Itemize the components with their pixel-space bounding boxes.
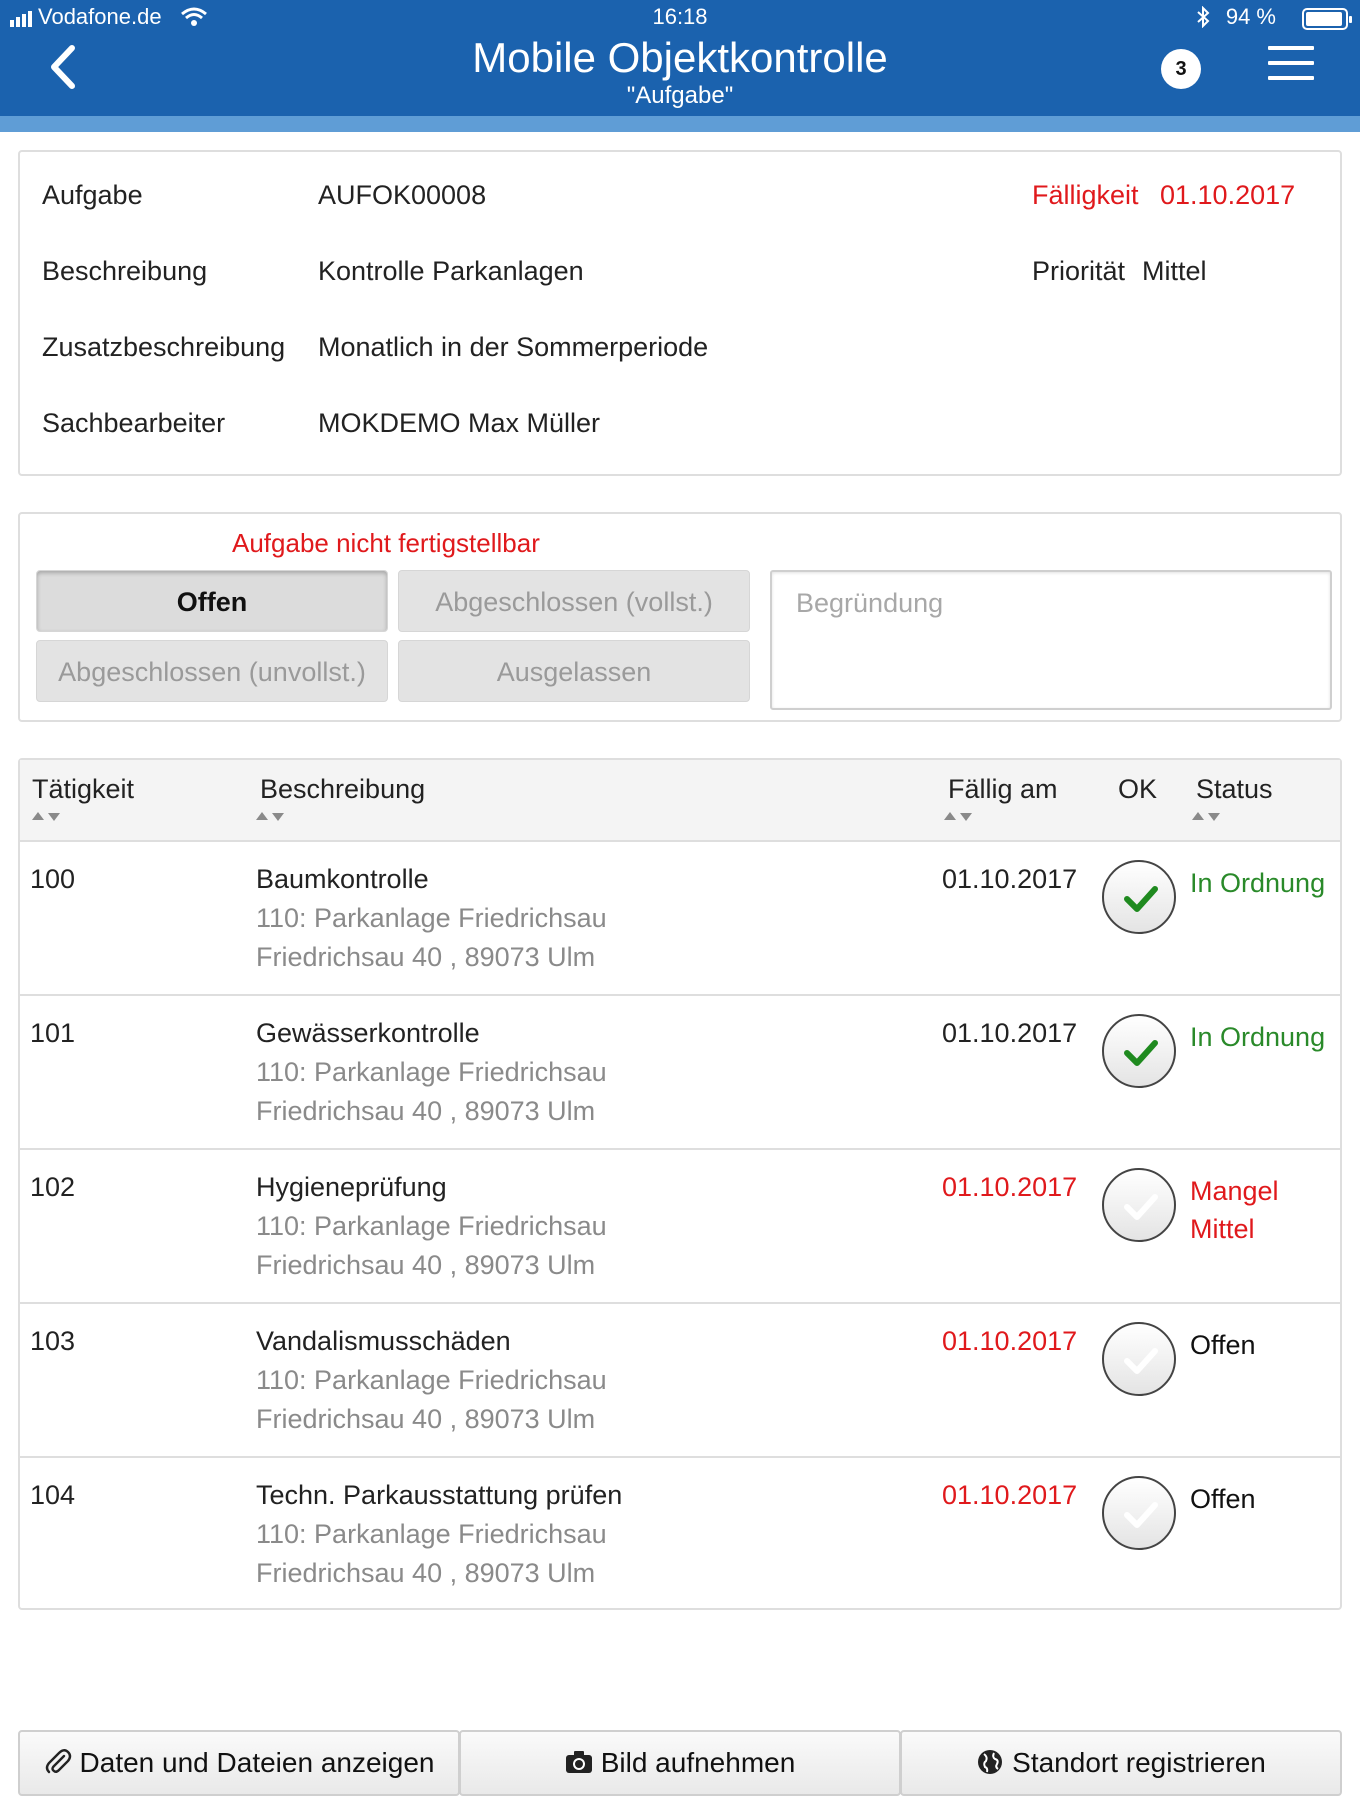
due-date-value: 01.10.2017 — [1160, 180, 1296, 210]
sort-icon[interactable] — [256, 812, 288, 822]
table-header — [20, 760, 1340, 842]
activity-object: 110: Parkanlage Friedrichsau — [256, 1057, 607, 1087]
task-label: Aufgabe — [42, 180, 143, 210]
description-value: Kontrolle Parkanlagen — [318, 256, 584, 286]
status-panel — [18, 512, 1342, 722]
checkmark-icon — [1124, 1192, 1158, 1222]
clerk-label: Sachbearbeiter — [42, 408, 226, 438]
sort-icon[interactable] — [944, 812, 976, 822]
activities-table — [18, 758, 1342, 1610]
ok-toggle-button[interactable] — [1102, 860, 1176, 934]
priority-label: Priorität — [1032, 256, 1126, 286]
page-subtitle: "Aufgabe" — [626, 82, 734, 109]
take-photo-label: Bild aufnehmen — [600, 1747, 796, 1778]
activity-address: Friedrichsau 40 , 89073 Ulm — [256, 1404, 596, 1434]
bluetooth-icon — [1196, 6, 1210, 28]
camera-icon — [565, 1750, 593, 1774]
checkmark-icon — [1124, 1346, 1158, 1376]
show-data-files-button[interactable] — [18, 1730, 460, 1796]
activity-object: 110: Parkanlage Friedrichsau — [256, 1519, 607, 1549]
task-value: AUFOK00008 — [318, 180, 487, 210]
activity-address: Friedrichsau 40 , 89073 Ulm — [256, 1096, 596, 1126]
column-header-status[interactable]: Status — [1196, 774, 1273, 804]
app-header — [0, 0, 1360, 116]
checkmark-icon — [1124, 1500, 1158, 1530]
paperclip-icon — [44, 1748, 72, 1776]
status-completed-partial-button[interactable]: Abgeschlossen (unvollst.) — [36, 640, 388, 702]
not-completable-warning: Aufgabe nicht fertigstellbar — [232, 528, 540, 558]
sort-icon[interactable] — [32, 812, 64, 822]
priority-value: Mittel — [1142, 256, 1207, 286]
table-row[interactable] — [20, 842, 1340, 996]
activity-status: Mangel Mittel — [1190, 1176, 1279, 1244]
activity-id: 103 — [30, 1326, 76, 1356]
activity-due-date: 01.10.2017 — [942, 1480, 1078, 1510]
activity-status: In Ordnung — [1190, 1022, 1326, 1052]
due-date-label: Fälligkeit — [1032, 180, 1139, 210]
show-data-files-label: Daten und Dateien anzeigen — [79, 1747, 435, 1778]
activity-object: 110: Parkanlage Friedrichsau — [256, 903, 607, 933]
activity-id: 104 — [30, 1480, 76, 1510]
sort-icon[interactable] — [1192, 812, 1224, 822]
ok-toggle-button[interactable] — [1102, 1014, 1176, 1088]
additional-description-value: Monatlich in der Sommerperiode — [318, 332, 709, 362]
table-row[interactable] — [20, 1150, 1340, 1304]
status-skipped-button[interactable]: Ausgelassen — [398, 640, 750, 702]
activity-object: 110: Parkanlage Friedrichsau — [256, 1365, 607, 1395]
activity-due-date: 01.10.2017 — [942, 1018, 1078, 1048]
activity-id: 101 — [30, 1018, 76, 1048]
ok-toggle-button[interactable] — [1102, 1476, 1176, 1550]
column-header-activity[interactable]: Tätigkeit — [32, 774, 135, 804]
clock-label: 16:18 — [652, 4, 708, 29]
description-label: Beschreibung — [42, 256, 208, 286]
reason-textarea[interactable] — [770, 570, 1332, 710]
column-header-ok: OK — [1118, 774, 1158, 804]
carrier-label: Vodafone.de — [38, 4, 162, 29]
take-photo-button[interactable] — [459, 1730, 901, 1796]
status-open-button[interactable]: Offen — [36, 570, 388, 632]
activity-object: 110: Parkanlage Friedrichsau — [256, 1211, 607, 1241]
activity-title: Techn. Parkausstattung prüfen — [256, 1480, 623, 1510]
battery-icon — [1302, 8, 1348, 30]
activity-address: Friedrichsau 40 , 89073 Ulm — [256, 1558, 596, 1588]
ok-toggle-button[interactable] — [1102, 1168, 1176, 1242]
header-accent-stripe — [0, 116, 1360, 132]
activity-status: Offen — [1190, 1484, 1256, 1514]
ok-toggle-button[interactable] — [1102, 1322, 1176, 1396]
activity-due-date: 01.10.2017 — [942, 864, 1078, 894]
table-row[interactable] — [20, 1304, 1340, 1458]
activity-status: In Ordnung — [1190, 868, 1326, 898]
battery-label: 94 % — [1225, 4, 1276, 29]
register-location-label: Standort registrieren — [1012, 1747, 1266, 1778]
page-title: Mobile Objektkontrolle — [472, 34, 888, 81]
additional-description-label: Zusatzbeschreibung — [42, 332, 286, 362]
activity-status: Offen — [1190, 1330, 1256, 1360]
activity-due-date: 01.10.2017 — [942, 1326, 1078, 1356]
activity-id: 102 — [30, 1172, 76, 1202]
notification-badge[interactable]: 3 — [1161, 49, 1201, 89]
activity-title: Hygieneprüfung — [256, 1172, 447, 1202]
globe-icon — [976, 1748, 1004, 1776]
activity-address: Friedrichsau 40 , 89073 Ulm — [256, 1250, 596, 1280]
hamburger-menu-icon[interactable] — [1268, 46, 1314, 82]
activity-due-date: 01.10.2017 — [942, 1172, 1078, 1202]
register-location-button[interactable] — [900, 1730, 1342, 1796]
task-info-panel — [18, 150, 1342, 476]
checkmark-icon — [1124, 1038, 1158, 1068]
clerk-value: MOKDEMO Max Müller — [318, 408, 601, 438]
checkmark-icon — [1124, 884, 1158, 914]
activity-title: Gewässerkontrolle — [256, 1018, 480, 1048]
activity-title: Vandalismusschäden — [256, 1326, 511, 1356]
activity-id: 100 — [30, 864, 76, 894]
column-header-due-date[interactable]: Fällig am — [948, 774, 1058, 804]
column-header-description[interactable]: Beschreibung — [260, 774, 426, 804]
status-completed-full-button[interactable]: Abgeschlossen (vollst.) — [398, 570, 750, 632]
table-row[interactable] — [20, 1458, 1340, 1612]
activity-address: Friedrichsau 40 , 89073 Ulm — [256, 942, 596, 972]
table-row[interactable] — [20, 996, 1340, 1150]
activity-title: Baumkontrolle — [256, 864, 429, 894]
